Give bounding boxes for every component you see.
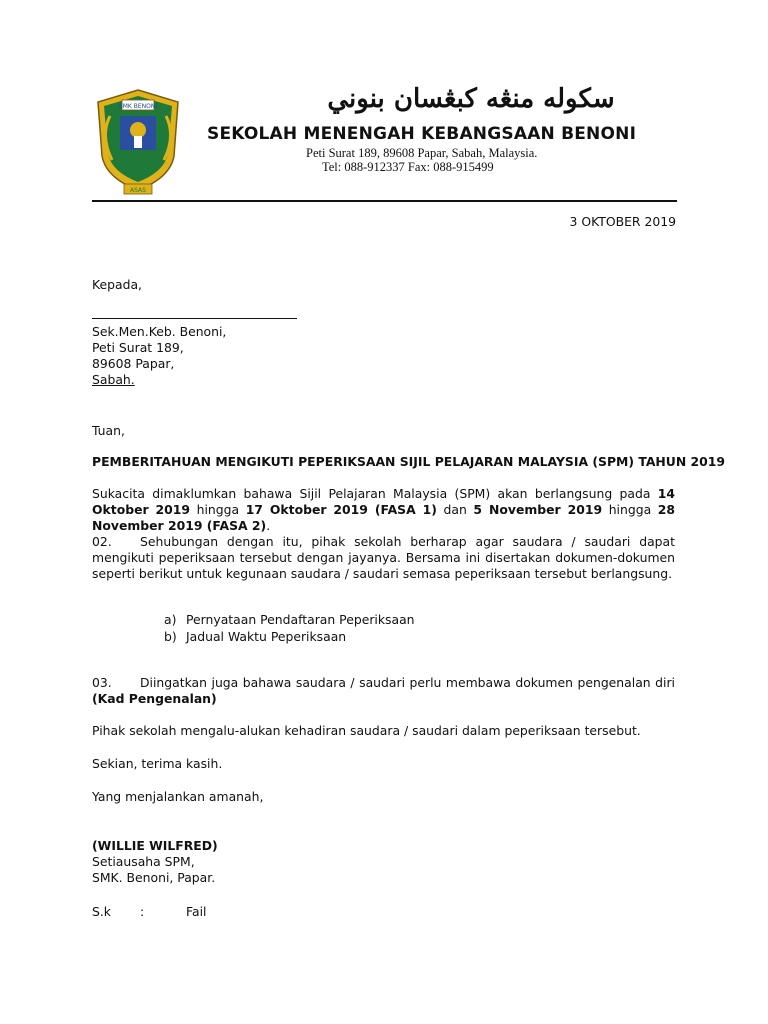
closing-thanks: Sekian, terima kasih. [92,756,223,771]
recipient-name-line [92,318,297,319]
paragraph-2: Sehubungan dengan itu, pihak sekolah berharap agar saudara / saudari dapat mengikuti peperiksaan tersebut dengan jayanya. Bersama ini disertakan dokumen-dokumen seperti berikut untuk kegunaan saudara / saudari semasa peperiksaan tersebut berlangsung. [92,534,675,581]
paragraph-1-date-c: 5 November 2019 [473,502,603,517]
school-contact: Tel: 088-912337 Fax: 088-915499 [322,160,494,174]
closing-valediction: Yang menjalankan amanah, [92,789,264,804]
recipient-salutation: Kepada, [92,277,142,292]
signatory-org: SMK. Benoni, Papar. [92,870,216,885]
cc-label: S.k [92,904,111,919]
paragraph-1-text-c: dan [436,502,474,517]
paragraph-1-date-d: 28 November 2019 (FASA 2) [92,502,675,533]
list-item-b-marker: b) [164,629,177,644]
paragraph-1-text-a: Sukacita dimaklumkan bahawa Sijil Pelajaran Malaysia (SPM) akan berlangsung pada [92,486,658,501]
paragraph-3-number: 03. [92,675,112,690]
paragraph-1 [92,486,675,534]
signatory-name: (WILLIE WILFRED) [92,838,218,853]
cc-value: Fail [186,904,207,919]
crest-motto-top: SMK BENONI [118,103,158,110]
paragraph-4: Pihak sekolah mengalu-alukan kehadiran saudara / saudari dalam peperiksaan tersebut. [92,723,641,738]
paragraph-3-bold: (Kad Pengenalan) [92,691,217,706]
letter-subject: PEMBERITAHUAN MENGIKUTI PEPERIKSAAN SIJIL PELAJARAN MALAYSIA (SPM) TAHUN 2019 [92,454,726,469]
paragraph-3-text: Diingatkan juga bahawa saudara / saudari perlu membawa dokumen pengenalan diri [140,675,675,690]
paragraph-1-text-b: hingga [190,502,246,517]
jawi-school-name: سکوله منڠه کبڠسان بنوني [327,84,615,114]
school-name-heading: SEKOLAH MENENGAH KEBANGSAAN BENONI [207,124,637,144]
crest-motto-bottom: ASAS [130,187,146,194]
signatory-title: Setiausaha SPM, [92,854,195,869]
paragraph-1-date-b: 17 Oktober 2019 (FASA 1) [245,502,437,517]
recipient-line-3: 89608 Papar, [92,356,175,371]
cc-colon: : [140,904,145,919]
recipient-line-2: Peti Surat 189, [92,340,184,355]
paragraph-2-number: 02. [92,534,112,549]
letterhead-divider [92,200,677,202]
paragraph-3 [92,675,675,707]
paragraph-1-text-d: hingga [602,502,658,517]
list-item-a: Pernyataan Pendaftaran Peperiksaan [186,612,415,627]
list-item-a-marker: a) [164,612,177,627]
greeting: Tuan, [92,423,125,438]
school-crest-logo [90,86,186,198]
recipient-line-1: Sek.Men.Keb. Benoni, [92,324,227,339]
recipient-line-4: Sabah. [92,372,135,387]
school-address: Peti Surat 189, 89608 Papar, Sabah, Malaysia. [306,146,538,160]
letter-date: 3 OKTOBER 2019 [569,214,676,229]
list-item-b: Jadual Waktu Peperiksaan [186,629,347,644]
paragraph-1-date-a: 14 Oktober 2019 [92,486,675,517]
paragraph-1-text-e: . [266,518,271,533]
